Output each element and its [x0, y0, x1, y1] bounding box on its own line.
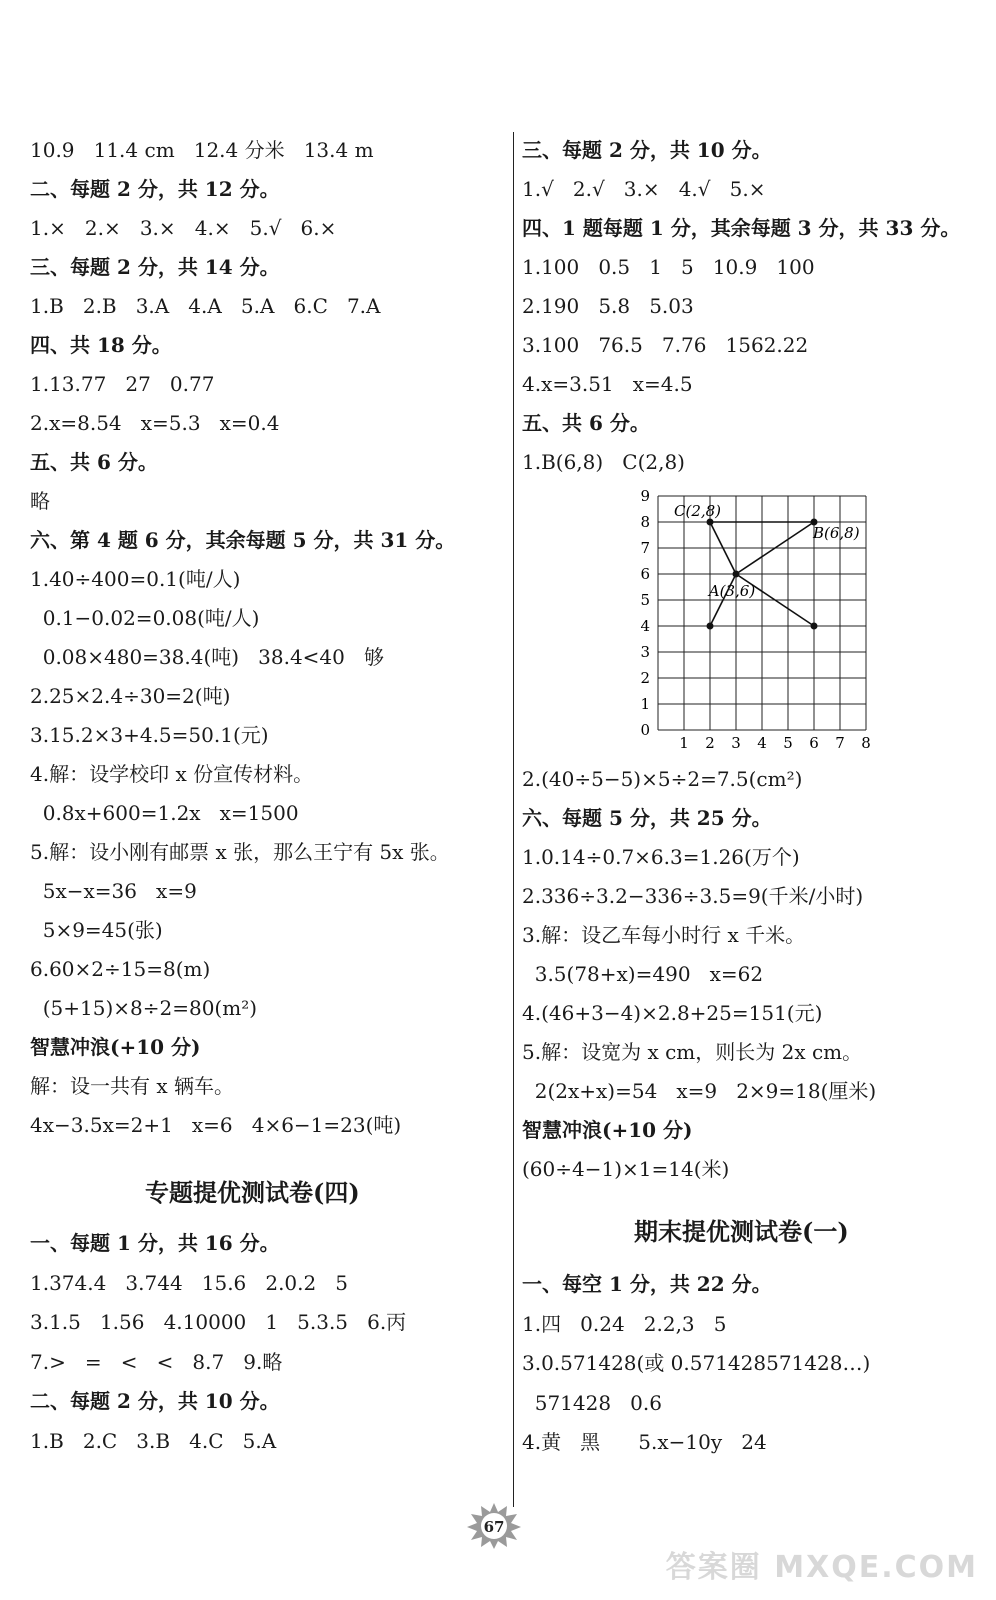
page-number-badge — [463, 1500, 525, 1550]
answer-line: 2.336÷3.2−336÷3.5=9(千米/小时) — [522, 884, 864, 908]
answer-line: 3.0.571428(或 0.571428571428…) — [522, 1351, 871, 1375]
answer-line: 0.8x+600=1.2x x=1500 — [30, 801, 299, 825]
answer-line: 10.9 11.4 cm 12.4 分米 13.4 m — [30, 138, 374, 162]
chart-point — [811, 623, 818, 630]
y-tick-label: 0 — [640, 721, 650, 739]
answer-line: 4.解：设学校印 x 份宣传材料。 — [30, 762, 314, 786]
page-number: 67 — [483, 1518, 505, 1536]
answer-line: 2(2x+x)=54 x=9 2×9=18(厘米) — [522, 1079, 877, 1103]
answer-line: 4.x=3.51 x=4.5 — [522, 372, 693, 396]
section-heading: 智慧冲浪(+10 分) — [30, 1035, 201, 1059]
y-tick-label: 8 — [640, 513, 650, 531]
answer-line: 4.黄 黑 5.x−10y 24 — [522, 1430, 767, 1454]
watermark: 答案圈 MXQE.COM — [665, 1550, 978, 1585]
point-label: B(6,8) — [813, 524, 860, 542]
answer-line: 1.四 0.24 2.2,3 5 — [522, 1311, 727, 1336]
answer-line: (5+15)×8÷2=80(m²) — [30, 996, 258, 1020]
point-label: A(3,6) — [708, 582, 756, 600]
section-heading: 六、第 4 题 6 分，其余每题 5 分，共 31 分。 — [30, 528, 456, 552]
section-heading: 五、共 6 分。 — [30, 450, 158, 474]
x-tick-label: 5 — [783, 734, 793, 750]
answer-line: 解：设一共有 x 辆车。 — [30, 1074, 234, 1098]
answer-line: 1.374.4 3.744 15.6 2.0.2 5 — [30, 1270, 349, 1295]
section-title: 期末提优测试卷(一) — [634, 1217, 849, 1246]
coordinate-grid-chart — [628, 488, 878, 750]
answer-line: 1.13.77 27 0.77 — [30, 372, 215, 396]
answer-line: 1.× 2.× 3.× 4.× 5.√ 6.× — [30, 216, 337, 240]
x-tick-label: 4 — [757, 734, 767, 750]
answer-line: 0.08×480=38.4(吨) 38.4<40 够 — [30, 645, 384, 669]
answer-line: 5×9=45(张) — [30, 918, 163, 942]
answer-line: 4x−3.5x=2+1 x=6 4×6−1=23(吨) — [30, 1113, 402, 1137]
x-tick-label: 3 — [731, 734, 741, 750]
section-heading: 五、共 6 分。 — [522, 411, 650, 435]
section-heading: 一、每空 1 分，共 22 分。 — [522, 1272, 772, 1296]
section-heading: 一、每题 1 分，共 16 分。 — [30, 1231, 280, 1255]
answer-line: 1.B 2.C 3.B 4.C 5.A — [30, 1428, 277, 1453]
chart-point — [707, 623, 714, 630]
x-tick-label: 1 — [679, 734, 689, 750]
answer-line: 571428 0.6 — [522, 1390, 662, 1415]
answer-line: 1.B 2.B 3.A 4.A 5.A 6.C 7.A — [30, 294, 381, 318]
x-tick-label: 8 — [861, 734, 871, 750]
section-heading: 三、每题 2 分，共 10 分。 — [522, 138, 772, 162]
point-label: C(2,8) — [674, 502, 722, 520]
y-tick-label: 5 — [640, 591, 650, 609]
answer-line: 5.解：设小刚有邮票 x 张，那么王宁有 5x 张。 — [30, 840, 450, 864]
answer-line: 略 — [30, 489, 50, 513]
x-tick-label: 7 — [835, 734, 845, 750]
answer-line: (60÷4−1)×1=14(米) — [522, 1157, 730, 1181]
answer-line: 2.x=8.54 x=5.3 x=0.4 — [30, 411, 280, 435]
y-tick-label: 3 — [640, 643, 650, 661]
y-tick-label: 7 — [640, 539, 650, 557]
answer-line: 5x−x=36 x=9 — [30, 879, 197, 903]
answer-line: 2.(40÷5−5)×5÷2=7.5(cm²) — [522, 767, 803, 791]
answer-line: 0.1−0.02=0.08(吨/人) — [30, 606, 260, 630]
section-heading: 四、1 题每题 1 分，其余每题 3 分，共 33 分。 — [522, 216, 961, 240]
y-tick-label: 1 — [640, 695, 650, 713]
section-heading: 二、每题 2 分，共 10 分。 — [30, 1389, 280, 1413]
answer-line: 1.40÷400=0.1(吨/人) — [30, 567, 241, 591]
section-heading: 六、每题 5 分，共 25 分。 — [522, 806, 772, 830]
answer-line: 1.B(6,8) C(2,8) — [522, 450, 685, 474]
y-tick-label: 6 — [640, 565, 650, 583]
section-heading: 三、每题 2 分，共 14 分。 — [30, 255, 280, 279]
answer-line: 3.15.2×3+4.5=50.1(元) — [30, 723, 269, 747]
answer-line: 2.25×2.4÷30=2(吨) — [30, 684, 231, 708]
answer-line: 7.> = < < 8.7 9.略 — [30, 1349, 283, 1374]
answer-line: 3.解：设乙车每小时行 x 千米。 — [522, 923, 806, 947]
answer-line: 3.5(78+x)=490 x=62 — [522, 962, 764, 986]
answer-line: 1.0.14÷0.7×6.3=1.26(万个) — [522, 845, 800, 869]
section-heading: 四、共 18 分。 — [30, 333, 172, 357]
answer-line: 1.√ 2.√ 3.× 4.√ 5.× — [522, 177, 766, 201]
column-divider — [513, 132, 514, 1507]
answer-line: 1.100 0.5 1 5 10.9 100 — [522, 255, 815, 279]
answer-line: 4.(46+3−4)×2.8+25=151(元) — [522, 1001, 823, 1025]
section-title: 专题提优测试卷(四) — [145, 1178, 360, 1207]
y-tick-label: 2 — [640, 669, 650, 687]
answer-line: 3.1.5 1.56 4.10000 1 5.3.5 6.丙 — [30, 1310, 407, 1334]
chart-point — [733, 571, 740, 578]
x-tick-label: 2 — [705, 734, 715, 750]
answer-line: 3.100 76.5 7.76 1562.22 — [522, 333, 809, 357]
section-heading: 二、每题 2 分，共 12 分。 — [30, 177, 280, 201]
y-tick-label: 9 — [640, 488, 650, 505]
y-tick-label: 4 — [640, 617, 650, 635]
answer-line: 5.解：设宽为 x cm，则长为 2x cm。 — [522, 1040, 863, 1064]
x-tick-label: 6 — [809, 734, 819, 750]
section-heading: 智慧冲浪(+10 分) — [522, 1118, 693, 1142]
answer-line: 2.190 5.8 5.03 — [522, 294, 694, 318]
answer-line: 6.60×2÷15=8(m) — [30, 957, 211, 981]
